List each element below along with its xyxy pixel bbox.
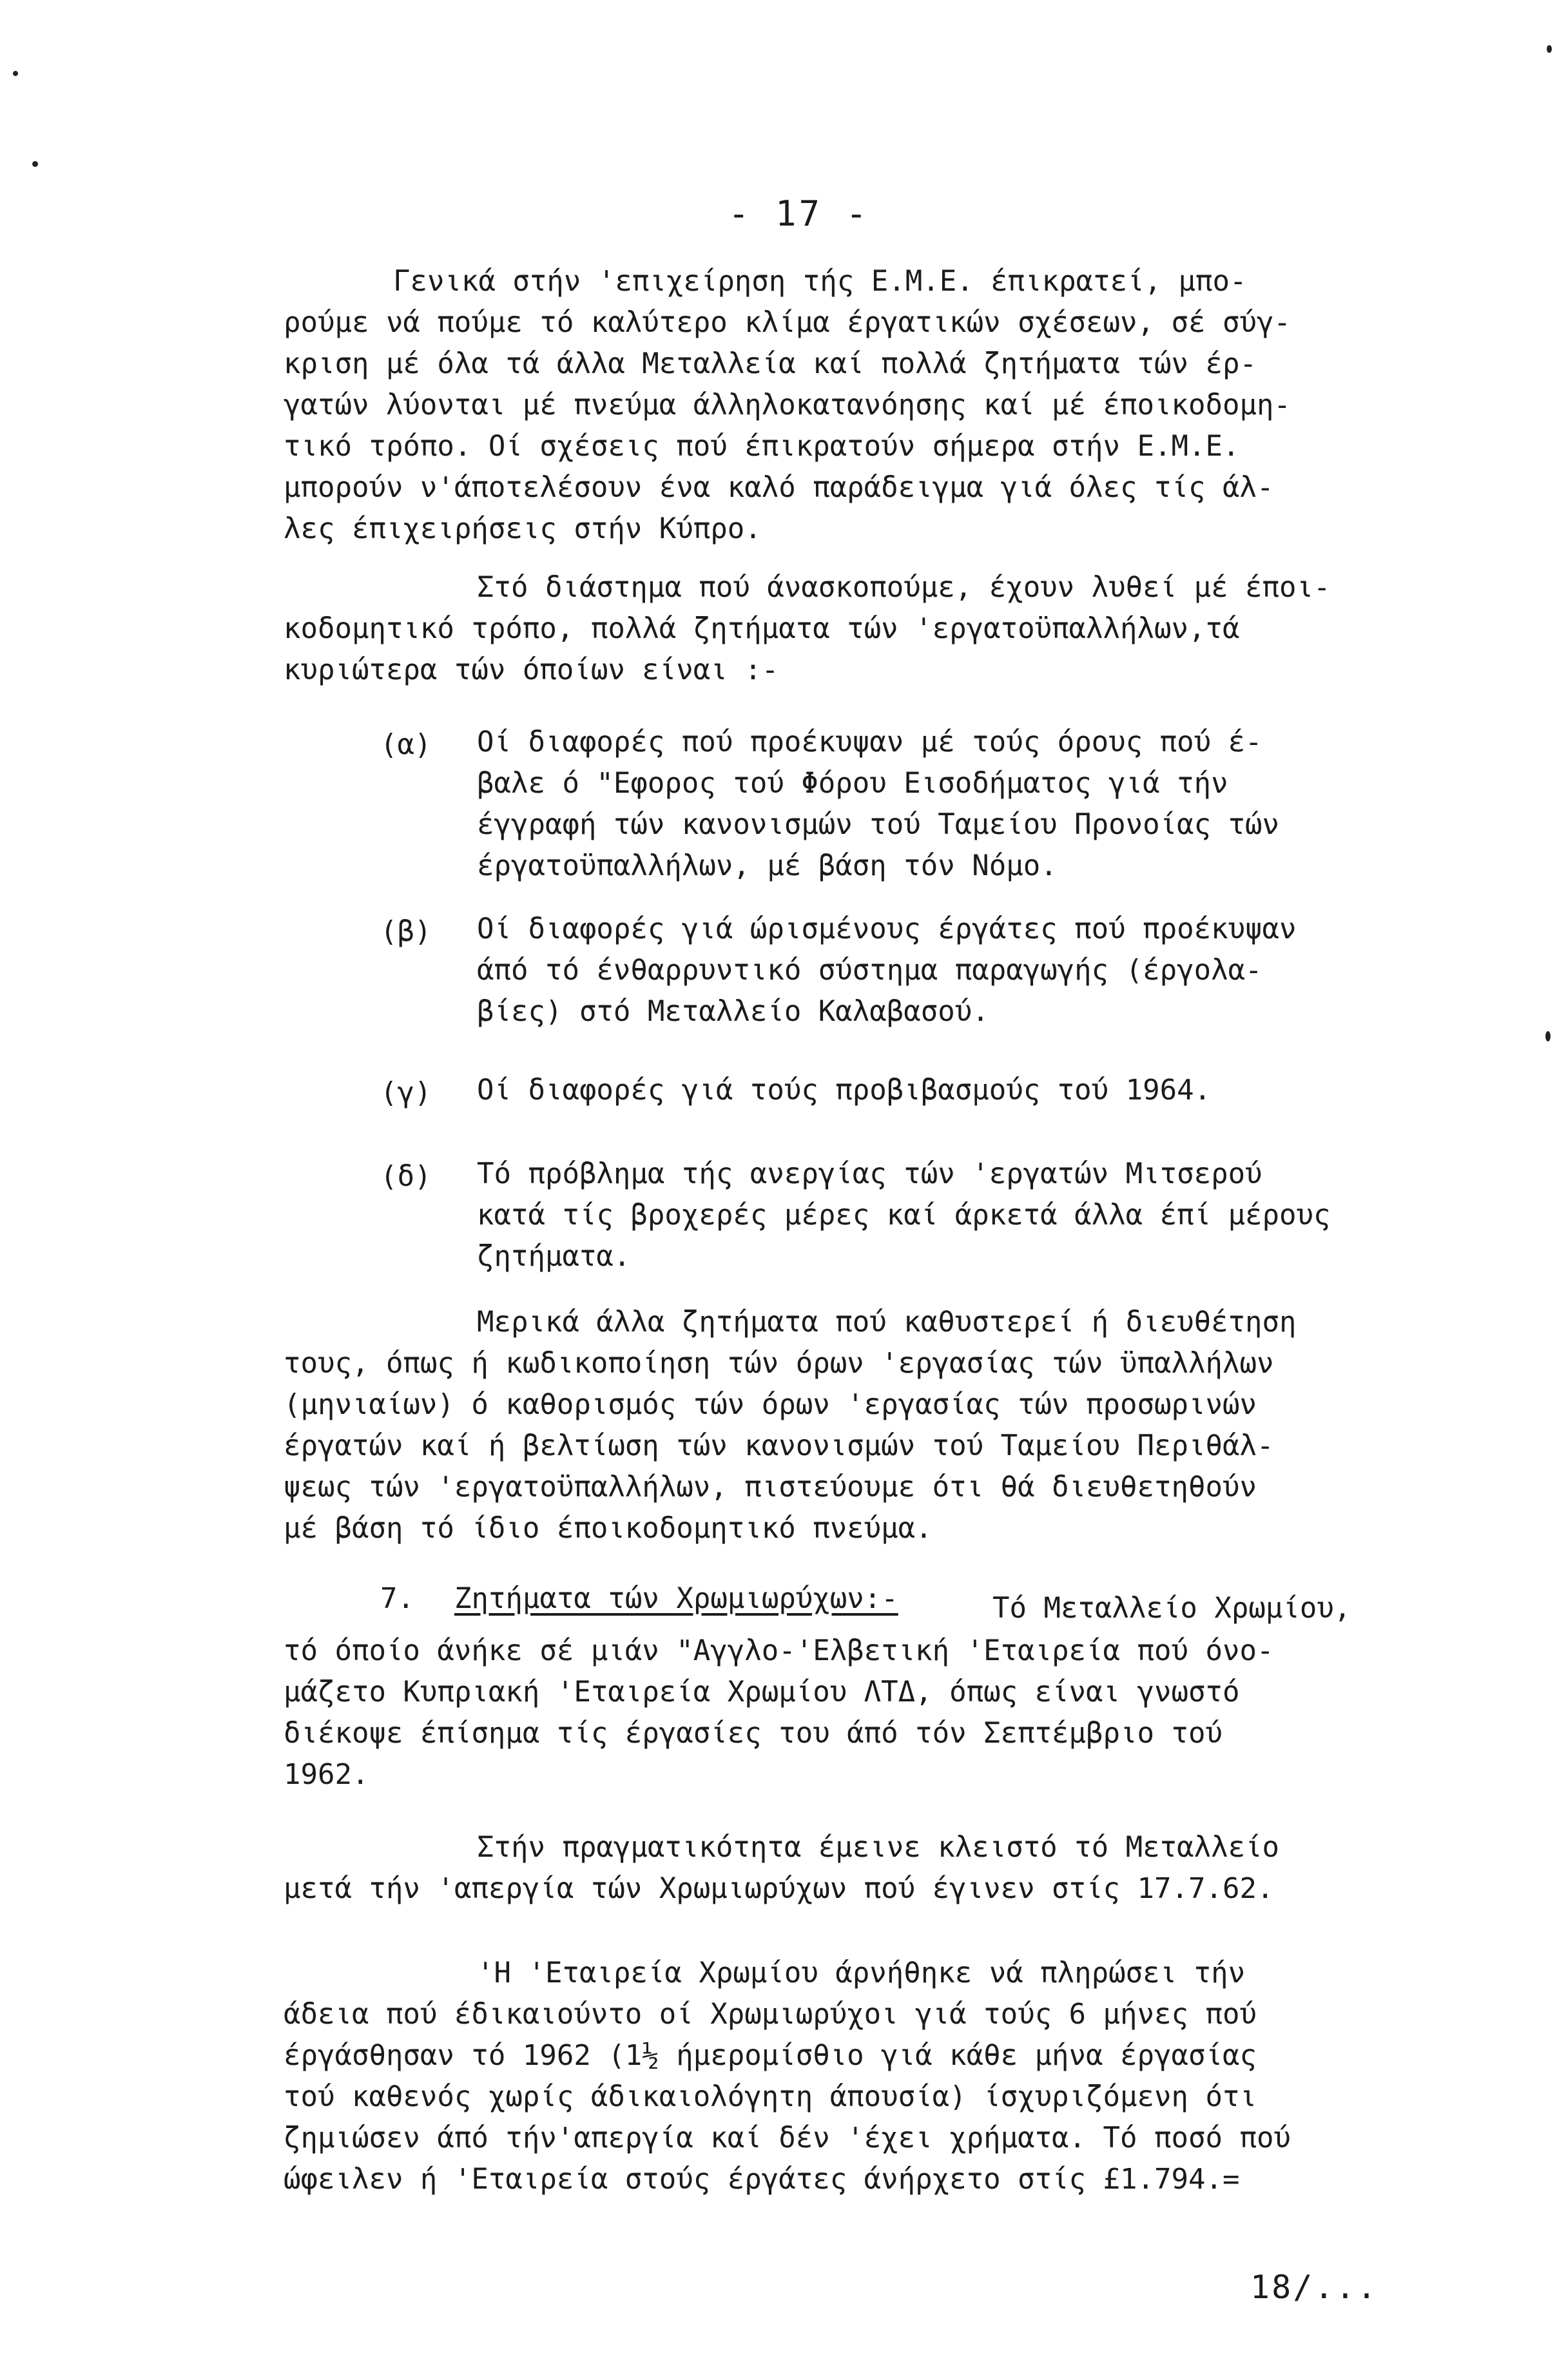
paragraph-pending-issues [284, 1302, 1431, 1549]
text-line: 'Η 'Εταιρεία Χρωμίου άρνήθηκε νά πληρώσει τήν [477, 1957, 1246, 1989]
paragraph-company-refusal [284, 1953, 1431, 2200]
text-line: Οί διαφορές πού προέκυψαν μέ τούς όρους πού έ- [477, 726, 1262, 759]
text-line: μάζετο Κυπριακή 'Εταιρεία Χρωμίου ΛΤΔ, όπως είναι γνωστό [284, 1676, 1240, 1708]
section-number: 7. [380, 1582, 414, 1615]
text-line: Οί διαφορές γιά ώρισμένους έργάτες πού προέκυψαν [477, 913, 1297, 945]
section-heading: Ζητήματα τών Χρωμιωρύχων:- [454, 1582, 898, 1615]
continuation-marker: 18/... [1250, 2269, 1378, 2306]
text-line: τικό τρόπο. Οί σχέσεις πού έπικρατούν σήμερα στήν Ε.Μ.Ε. [284, 430, 1240, 463]
text-line: μέ βάση τό ίδιο έποικοδομητικό πνεύμα. [284, 1512, 933, 1545]
text-line: μπορούν ν'άποτελέσουν ένα καλό παράδειγμα γιά όλες τίς άλ- [284, 471, 1274, 504]
text-line: Γενικά στήν 'επιχείρηση τής Ε.Μ.Ε. έπικρατεί, μπο- [393, 265, 1247, 298]
text-line: ζημιώσεν άπό τήν'απεργία καί δέν 'έχει χρήματα. Τό ποσό πού [284, 2122, 1291, 2154]
text-line: ζητήματα. [477, 1240, 631, 1273]
text-line: ώφειλεν ή 'Εταιρεία στούς έργάτες άνήρχετο στίς £1.794.= [284, 2163, 1240, 2196]
text-line: Στήν πραγματικότητα έμεινε κλειστό τό Μεταλλείο [477, 1831, 1280, 1864]
text-line: μετά τήν 'απεργία τών Χρωμιωρύχων πού έγινεν στίς 17.7.62. [284, 1872, 1274, 1905]
text-line: τού καθενός χωρίς άδικαιολόγητη άπουσία) ίσχυριζόμενη ότι [284, 2080, 1257, 2113]
text-line: άδεια πού έδικαιούντο οί Χρωμιωρύχοι γιά τούς 6 μήνες πού [284, 1998, 1257, 2031]
text-line: κατά τίς βροχερές μέρες καί άρκετά άλλα έπί μέρους [477, 1199, 1331, 1232]
text-line: κοδομητικό τρόπο, πολλά ζητήματα τών 'εργατοϋπαλλήλων,τά [284, 612, 1240, 645]
text-line: ρούμε νά πούμε τό καλύτερο κλίμα έργατικών σχέσεων, σέ σύγ- [284, 306, 1291, 339]
scan-speck [13, 71, 18, 76]
item-marker-c: (γ) [380, 1076, 432, 1109]
item-marker-d: (δ) [380, 1160, 432, 1193]
text-line: Μερικά άλλα ζητήματα πού καθυστερεί ή διευθέτηση [477, 1306, 1297, 1339]
text-line: Τό πρόβλημα τής ανεργίας τών 'εργατών Μιτσερού [477, 1157, 1262, 1190]
text-line: τους, όπως ή κωδικοποίηση τών όρων 'εργασίας τών ϋπαλλήλων [284, 1347, 1274, 1380]
scan-speck [1547, 45, 1552, 53]
item-d-text [477, 1154, 1431, 1277]
text-line: (μηνιαίων) ό καθορισμός τών όρων 'εργασίας τών προσωρινών [284, 1388, 1257, 1421]
text-line: έργατών καί ή βελτίωση τών κανονισμών τού Ταμείου Περιθάλ- [284, 1429, 1274, 1462]
text-line: έργάσθησαν τό 1962 (1½ ήμερομίσθιο γιά κάθε μήνα έργασίας [284, 2039, 1257, 2072]
paragraph-intro [284, 261, 1431, 550]
text-line: διέκοψε έπίσημα τίς έργασίες του άπό τόν Σεπτέμβριο τού [284, 1717, 1223, 1750]
section7-body [284, 1630, 1431, 1795]
paragraph-resolved-issues [284, 567, 1431, 691]
item-b-text [477, 909, 1431, 1032]
text-line: Οί διαφορές γιά τούς προβιβασμούς τού 1964. [477, 1074, 1212, 1107]
text-line: 1962. [284, 1758, 369, 1791]
scan-speck [1545, 1031, 1551, 1041]
item-marker-a: (α) [380, 728, 432, 761]
text-line: γατών λύονται μέ πνεύμα άλληλοκατανόησης καί μέ έποικοδομη- [284, 389, 1291, 421]
text-line: βαλε ό "Εφορος τού Φόρου Εισοδήματος γιά τήν [477, 767, 1228, 800]
text-line: άπό τό ένθαρρυντικό σύστημα παραγωγής (έργολα- [477, 954, 1262, 987]
text-line: έγγραφή τών κανονισμών τού Ταμείου Προνοίας τών [477, 808, 1280, 841]
paragraph-mine-closed [284, 1827, 1431, 1910]
text-line: τό όποίο άνήκε σέ μιάν "Αγγλο-'Ελβετική 'Εταιρεία πού όνο- [284, 1634, 1274, 1667]
item-a-text [477, 722, 1431, 887]
text-line: ψεως τών 'εργατοϋπαλλήλων, πιστεύουμε ότι θά διευθετηθούν [284, 1471, 1257, 1504]
page-number: - 17 - [728, 193, 870, 234]
text-line: έργατοϋπαλλήλων, μέ βάση τόν Νόμο. [477, 849, 1058, 882]
section-first-line-rest: Τό Μεταλλείο Χρωμίου, [992, 1592, 1351, 1625]
text-line: βίες) στό Μεταλλείο Καλαβασού. [477, 995, 989, 1028]
scan-speck [32, 161, 38, 167]
item-c-text [477, 1070, 1431, 1111]
text-line: κριση μέ όλα τά άλλα Μεταλλεία καί πολλά ζητήματα τών έρ- [284, 347, 1257, 380]
text-line: κυριώτερα τών όποίων είναι :- [284, 653, 779, 686]
text-line: λες έπιχειρήσεις στήν Κύπρο. [284, 512, 762, 545]
text-line: Στό διάστημα πού άνασκοπούμε, έχουν λυθεί μέ έποι- [477, 571, 1331, 604]
item-marker-b: (β) [380, 915, 432, 948]
